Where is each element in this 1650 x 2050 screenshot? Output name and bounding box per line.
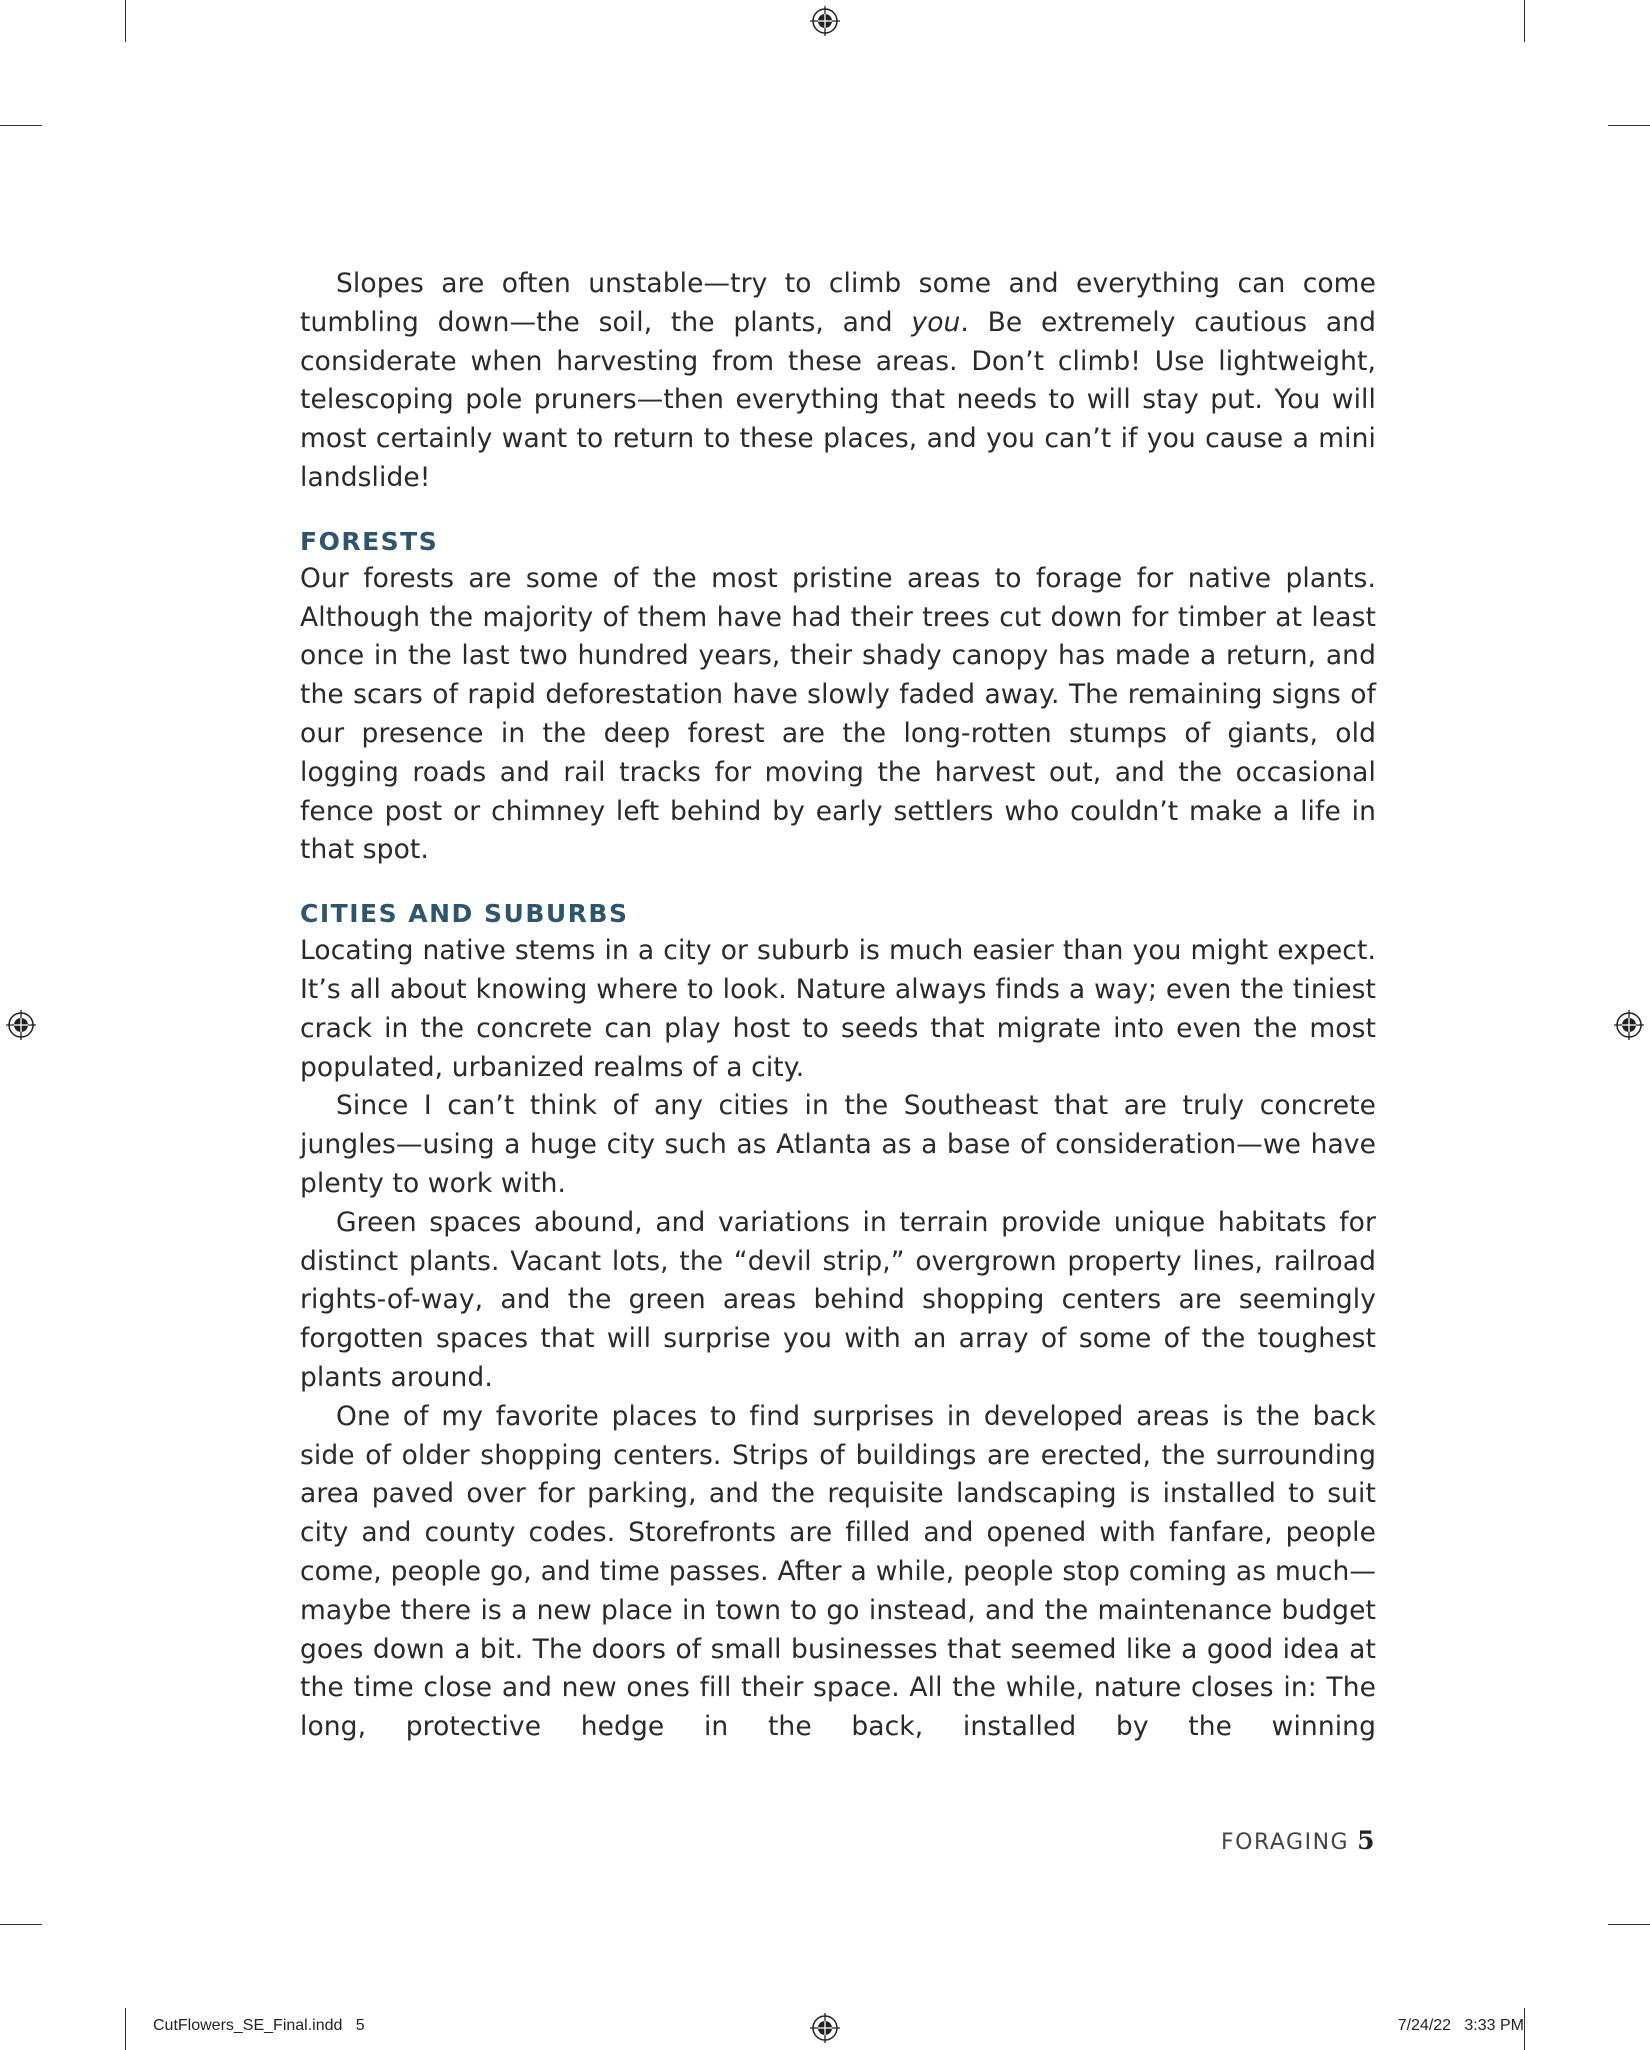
slopes-paragraph: [300, 265, 1376, 498]
slopes-text-rest: . Be extremely cautious and considerate when harvesting from these areas. Don’t climb! Use lightweight, telescoping pole pruners—then everything that needs to will stay put. You will most certainly want to return to these places, and you can’t if you cause a mini landslide!: [300, 306, 1376, 493]
forests-paragraph: Our forests are some of the most pristine areas to forage for native plants. Although the majority of them have had their trees cut down for timber at least once in the last two hundred years, their shady canopy has made a return, and the scars of rapid deforestation have slowly faded away. The remaining signs of our presence in the deep forest are the long-rotten stumps of giants, old logging roads and rail tracks for moving the harvest out, and the occasional fence post or chimney left behind by early settlers who couldn’t make a life in that spot.: [300, 562, 1376, 866]
registration-mark-icon: [1614, 1010, 1644, 1040]
cities-paragraph-4: One of my favorite places to find surprises in developed areas is the back side of older shopping centers. Strips of buildings are erected, the surrounding area paved over for parking, and the requisite landscaping is installed to suit city and county codes. Storefronts are filled and opened with fanfare, people come, people go, and time passes. After a while, people stop coming as much—maybe there is a new place in town to go instead, and the maintenance budget goes down a bit. The doors of small businesses that seemed like a good idea at the time close and new ones fill their space. All the while, nature closes in: The long, protective hedge in the back, installed by the winning: [300, 1400, 1376, 1743]
page-body: [300, 265, 1376, 1747]
slug-file-name: CutFlowers_SE_Final.indd 5: [153, 2017, 365, 2034]
forests-heading: FORESTS: [300, 526, 439, 556]
emphasis-you: you: [911, 306, 961, 338]
registration-mark-icon: [810, 2013, 840, 2043]
crop-mark-bottom-right-vertical: [1524, 2008, 1525, 2050]
cities-paragraph-2: Since I can’t think of any cities in the Southeast that are truly concrete jungles—using a huge city such as Atlanta as a base of consideration—we have plenty to work with.: [300, 1090, 1376, 1199]
crop-mark-bottom-right-horizontal: [1608, 1924, 1650, 1925]
slopes-text: Slopes are often unstable—try to climb some and everything can come tumbling down—the soil, the plants, and: [300, 268, 1376, 338]
crop-mark-top-left-horizontal: [0, 125, 42, 126]
crop-mark-bottom-left-horizontal: [0, 1924, 42, 1925]
cities-paragraph-1: Locating native stems in a city or suburb is much easier than you might expect. It’s all about knowing where to look. Nature always finds a way; even the tiniest crack in the concrete can play host to seeds that migrate into even the most populated, urbanized realms of a city.: [300, 935, 1376, 1083]
crop-mark-bottom-left-vertical: [125, 2008, 126, 2050]
page-number: 5: [1357, 1826, 1376, 1855]
cities-paragraph-3: Green spaces abound, and variations in terrain provide unique habitats for distinct plants. Vacant lots, the “devil strip,” overgrown property lines, railroad rights-of-way, and the green areas behind shopping centers are seemingly forgotten spaces that will surprise you with an array of some of the toughest plants around.: [300, 1206, 1376, 1393]
registration-mark-icon: [810, 6, 840, 36]
slug-date-time: 7/24/22 3:33 PM: [1397, 2017, 1524, 2034]
running-footer: [1221, 1826, 1376, 1855]
folio-section: FORAGING: [1221, 1830, 1350, 1855]
crop-mark-top-right-horizontal: [1608, 125, 1650, 126]
registration-mark-icon: [6, 1010, 36, 1040]
crop-mark-top-right-vertical: [1524, 0, 1525, 42]
crop-mark-top-left-vertical: [125, 0, 126, 42]
cities-heading: CITIES AND SUBURBS: [300, 899, 629, 929]
